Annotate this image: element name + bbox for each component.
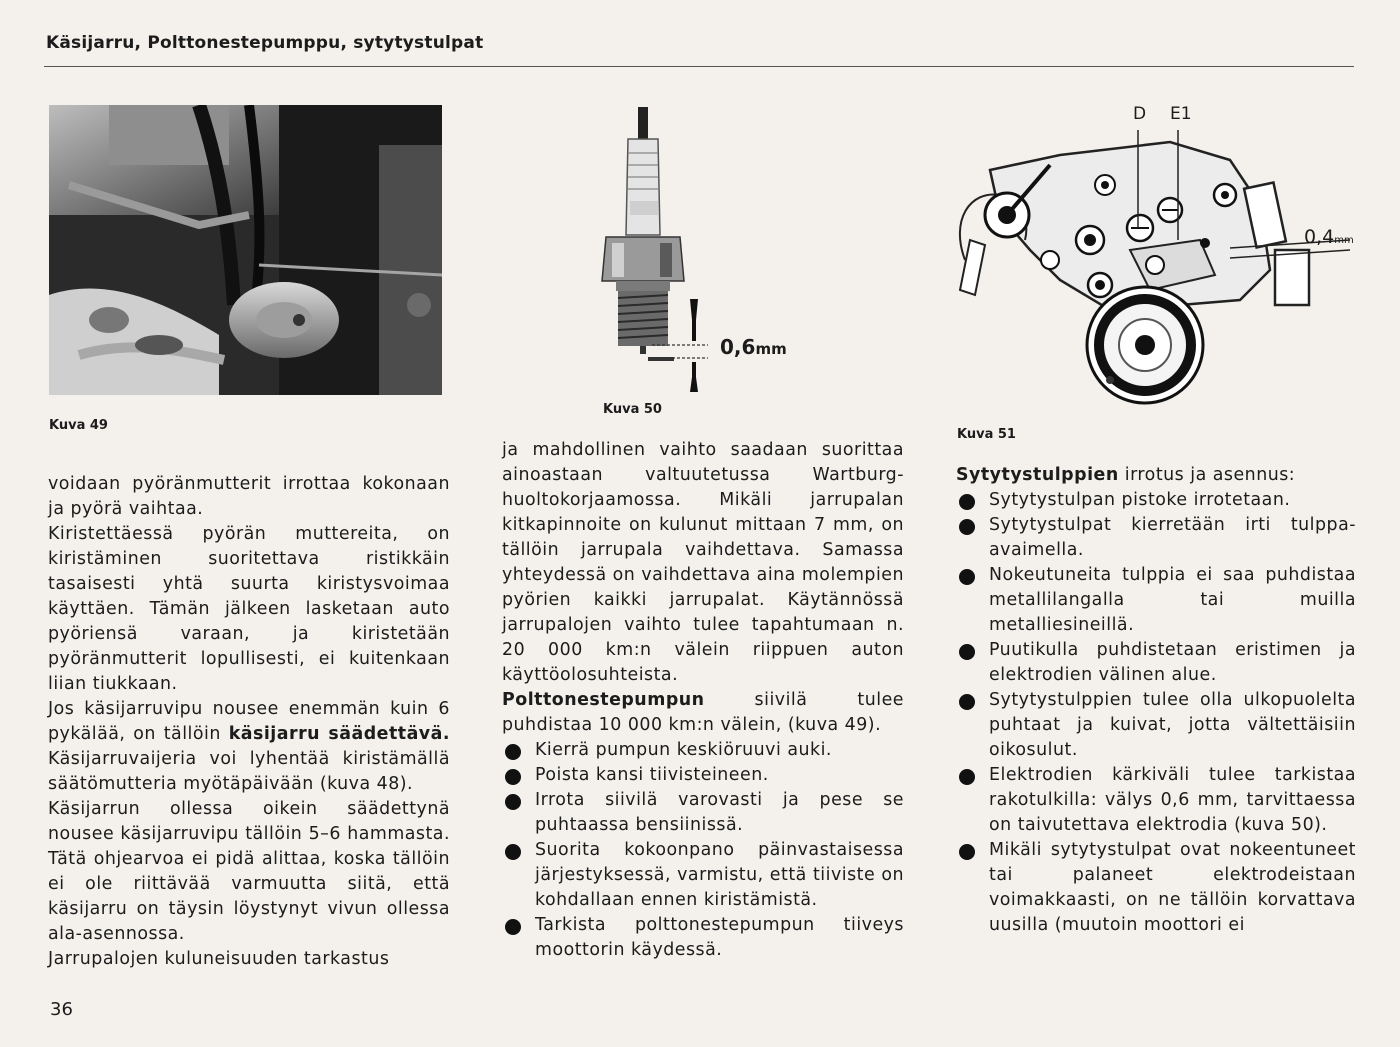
paragraph <box>502 688 904 738</box>
points-gap-unit: mm <box>1334 235 1354 246</box>
list-item: Nokeutuneita tulppia ei saa puhdistaa metallilangalla tai muilla metalliesineillä. <box>956 563 1356 638</box>
paragraph <box>48 697 450 797</box>
list-item: Poista kansi tiivisteineen. <box>502 763 904 788</box>
figure-50-caption: Kuva 50 <box>603 402 662 417</box>
emphasis-fuel-pump: Polttonestepumpun <box>502 690 705 710</box>
diagram-label-e1: E1 <box>1170 104 1192 124</box>
plug-gap-value: 0,6 <box>720 335 756 359</box>
section-heading <box>956 463 1356 488</box>
paragraph: voidaan pyöränmutterit irrottaa kokonaan ja pyörä vaihtaa. <box>48 474 450 519</box>
text-column-middle <box>502 438 904 963</box>
distributor-illustration <box>940 100 1360 420</box>
fuel-pump-photo-illustration <box>49 105 442 395</box>
fuel-pump-steps <box>502 738 904 963</box>
figure-51-caption: Kuva 51 <box>957 427 1016 442</box>
list-item: Elektrodien kärkiväli tulee tarkistaa rakotulkilla: välys 0,6 mm, tarvittaessa on taivutettava elektrodia (kuva 50). <box>956 763 1356 838</box>
text-run: Käsijarruvaijeria voi lyhentää kiristämällä säätömutteria myötäpäivään (kuva 48). <box>48 749 450 794</box>
paragraph: Käsijarrun ollessa oikein säädettynä nousee käsijarruvipu tällöin 5–6 hammasta. Tätä ohjearvoa ei pidä alittaa, koska tällöin ei ole riittävää varmuutta siitä, että käsijarru on täysin löystynyt vivun ollessa ala-asennossa. <box>48 799 450 944</box>
page-header-title: Käsijarru, Polttonestepumppu, sytytystulpat <box>46 33 484 53</box>
emphasis-handbrake-adjust: käsijarru säädettävä. <box>228 724 450 744</box>
list-item: Kierrä pumpun keskiöruuvi auki. <box>502 738 904 763</box>
paragraph: Kiristettäessä pyörän muttereita, on kiristäminen suoritettava ristikkäin tasaisesti yhtä suurta kiristysvoimaa käyttäen. Tämän jälkeen lasketaan auto pyöriensä varaan, ja kiristetään pyöränmutterit lopullisesti, ei kuitenkaan liian tiukkaan. <box>48 524 450 694</box>
diagram-label-d: D <box>1133 104 1147 124</box>
breaker-points-diagram <box>940 100 1360 420</box>
paragraph: ja mahdollinen vaihto saadaan suorittaa ainoastaan valtuutetussa Wartburg-huoltokorjaamossa. Mikäli jarrupalan kitkapinnoite on kulunut mittaan 7 mm, on tällöin jarrupala vaihdettava. Samassa yhteydessä on vaihdettava aina molempien pyörien kaikki jarrupalat. Käytännössä jarrupalojen vaihto tulee tapahtumaan n. 20 000 km:n välein riippuen auton käyttöolosuhteista. <box>502 440 905 685</box>
emphasis-spark-plugs: Sytytystulppien <box>956 465 1119 485</box>
text-run: siivilä tulee puhdistaa 10 000 km:n välein, (kuva 49). <box>502 690 904 735</box>
list-item: Mikäli sytytystulpat ovat nokeentuneet tai palaneet elektrodeistaan voimakkaasti, on ne tällöin korvattava uusilla (muutoin moottori ei <box>956 838 1356 938</box>
list-item: Sytytystulpat kierretään irti tulppa-avaimella. <box>956 513 1356 563</box>
text-run: irrotus ja asennus: <box>1118 465 1296 485</box>
fuel-pump-photo <box>49 105 442 395</box>
text-column-left <box>48 472 450 972</box>
figure-49-caption: Kuva 49 <box>49 418 108 433</box>
list-item: Sytytystulpan pistoke irrotetaan. <box>956 488 1356 513</box>
list-item: Tarkista polttonestepumpun tiiveys moottorin käydessä. <box>502 913 904 963</box>
points-gap-measurement <box>1304 226 1354 248</box>
points-gap-value: 0,4 <box>1304 226 1335 248</box>
text-run: Jos käsijarruvipu nousee enemmän kuin 6 pykälää, on tällöin <box>48 699 450 744</box>
list-item: Irrota siivilä varovasti ja pese se puhtaassa bensiinissä. <box>502 788 904 838</box>
spark-plug-steps <box>956 488 1356 938</box>
list-item: Suorita kokoonpano päinvastaisessa järjestyksessä, varmistu, että tiiviste on kohdallaan ennen kiristämistä. <box>502 838 904 913</box>
header-rule <box>44 66 1354 67</box>
list-item: Sytytystulppien tulee olla ulkopuolelta puhtaat ja kuivat, jotta vältettäisiin oikosulut. <box>956 688 1356 763</box>
plug-gap-measurement <box>720 335 787 359</box>
list-item: Puutikulla puhdistetaan eristimen ja elektrodien välinen alue. <box>956 638 1356 688</box>
paragraph: Jarrupalojen kuluneisuuden tarkastus <box>48 949 390 969</box>
page-number: 36 <box>50 999 73 1020</box>
plug-gap-unit: mm <box>755 340 787 358</box>
text-column-right <box>956 463 1356 938</box>
